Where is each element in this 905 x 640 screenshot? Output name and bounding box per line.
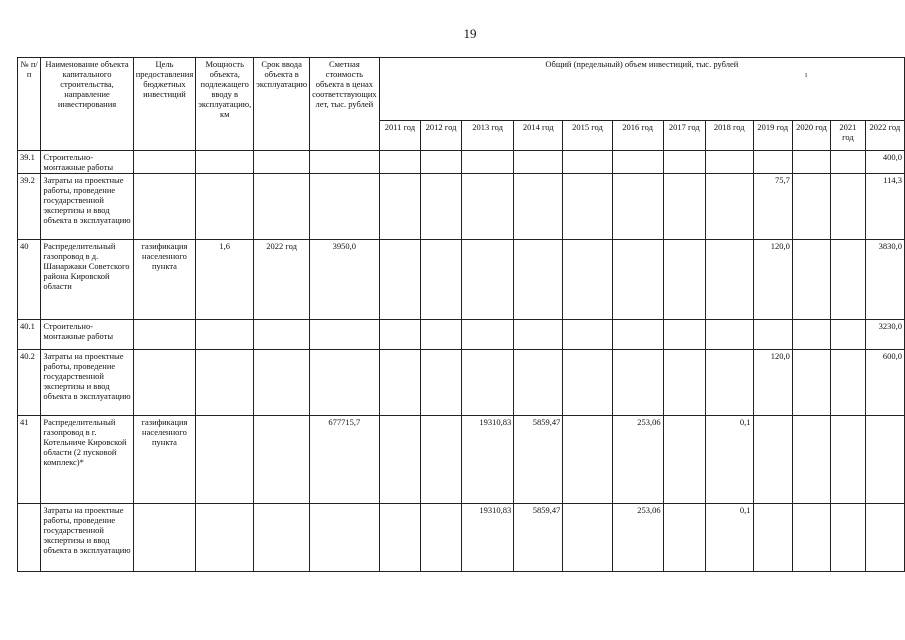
year-value [421, 151, 462, 174]
row-number: 41 [18, 416, 41, 504]
header-year: 2019 год [753, 121, 792, 151]
object-name: Строительно-монтажные работы [41, 151, 133, 174]
year-value [792, 320, 830, 350]
investment-purpose [133, 151, 196, 174]
object-name: Строительно-монтажные работы [41, 320, 133, 350]
investment-purpose [133, 174, 196, 240]
commissioning-term [254, 320, 310, 350]
year-value [421, 504, 462, 572]
year-value [706, 151, 754, 174]
year-value [792, 350, 830, 416]
row-number: 40.2 [18, 350, 41, 416]
capacity-value [196, 320, 254, 350]
commissioning-term [254, 174, 310, 240]
year-value [461, 350, 513, 416]
year-value [421, 240, 462, 320]
year-value [563, 504, 612, 572]
year-value [461, 240, 513, 320]
year-value: 400,0 [865, 151, 904, 174]
year-value [792, 151, 830, 174]
year-value: 253,06 [612, 416, 663, 504]
capacity-value [196, 174, 254, 240]
year-value [421, 416, 462, 504]
table-row [18, 350, 905, 416]
object-name: Затраты на проектные работы, проведение государственной экспертизы и ввод объекта в эксплуатацию [41, 504, 133, 572]
header-capacity: Мощность объекта, подлежащего вводу в эксплуатацию, км [196, 58, 254, 151]
estimated-cost [310, 174, 380, 240]
year-value [663, 174, 705, 240]
year-value: 19310,83 [461, 416, 513, 504]
year-value: 0,1 [706, 504, 754, 572]
investment-table [17, 57, 905, 572]
row-number [18, 504, 41, 572]
header-year: 2020 год [792, 121, 830, 151]
object-name: Затраты на проектные работы, проведение государственной экспертизы и ввод объекта в эксплуатацию [41, 350, 133, 416]
commissioning-term [254, 350, 310, 416]
year-value [792, 240, 830, 320]
object-name: Распределительный газопровод в г. Котельниче Кировской области (2 пусковой комплекс)* [41, 416, 133, 504]
capacity-value [196, 504, 254, 572]
year-value [514, 320, 563, 350]
header-year: 2012 год [421, 121, 462, 151]
year-value [379, 504, 421, 572]
year-value [612, 151, 663, 174]
year-value: 114,3 [865, 174, 904, 240]
year-value [831, 240, 866, 320]
year-value [563, 320, 612, 350]
year-value [831, 174, 866, 240]
year-value [379, 174, 421, 240]
year-value [612, 174, 663, 240]
header-cost: Сметная стоимость объекта в ценах соответствующих лет, тыс. рублей [310, 58, 380, 151]
header-year: 2021 год [831, 121, 866, 151]
year-value: 5859,47 [514, 504, 563, 572]
table-row [18, 416, 905, 504]
year-value [514, 240, 563, 320]
header-year: 2013 год [461, 121, 513, 151]
year-value [831, 320, 866, 350]
row-number: 39.2 [18, 174, 41, 240]
investment-purpose: газификация населенного пункта [133, 240, 196, 320]
header-year: 2014 год [514, 121, 563, 151]
year-value: 3230,0 [865, 320, 904, 350]
table-row [18, 320, 905, 350]
header-purpose: Цель предоставления бюджетных инвестиций [133, 58, 196, 151]
investment-purpose [133, 350, 196, 416]
year-value [792, 416, 830, 504]
header-year: 2018 год [706, 121, 754, 151]
year-value [706, 320, 754, 350]
header-year: 2015 год [563, 121, 612, 151]
year-value [753, 504, 792, 572]
year-value [379, 416, 421, 504]
year-value: 75,7 [753, 174, 792, 240]
row-number: 40.1 [18, 320, 41, 350]
header-year: 2017 год [663, 121, 705, 151]
estimated-cost: 3950,0 [310, 240, 380, 320]
year-value: 0,1 [706, 416, 754, 504]
year-value [421, 320, 462, 350]
year-value [753, 151, 792, 174]
commissioning-term [254, 151, 310, 174]
row-number: 40 [18, 240, 41, 320]
year-value [663, 320, 705, 350]
year-value [563, 174, 612, 240]
investment-purpose [133, 504, 196, 572]
year-value [379, 350, 421, 416]
year-value [461, 174, 513, 240]
commissioning-term: 2022 год [254, 240, 310, 320]
year-value [663, 240, 705, 320]
header-year: 2011 год [379, 121, 421, 151]
object-name: Распределительный газопровод в д. Шанаржаки Советского района Кировской области [41, 240, 133, 320]
year-value [663, 416, 705, 504]
page-number: 19 [463, 26, 477, 41]
year-value: 5859,47 [514, 416, 563, 504]
table-row [18, 240, 905, 320]
object-name: Затраты на проектные работы, проведение государственной экспертизы и ввод объекта в эксплуатацию [41, 174, 133, 240]
year-value [563, 240, 612, 320]
year-value [831, 416, 866, 504]
estimated-cost [310, 350, 380, 416]
capacity-value: 1,6 [196, 240, 254, 320]
year-value: 120,0 [753, 240, 792, 320]
investment-purpose: газификация населенного пункта [133, 416, 196, 504]
capacity-value [196, 416, 254, 504]
year-value [379, 240, 421, 320]
year-value [663, 151, 705, 174]
year-value [461, 151, 513, 174]
commissioning-term [254, 416, 310, 504]
year-value [753, 416, 792, 504]
table-row [18, 151, 905, 174]
estimated-cost [310, 320, 380, 350]
year-value [379, 151, 421, 174]
year-value: 253,06 [612, 504, 663, 572]
year-value [421, 174, 462, 240]
year-value [706, 350, 754, 416]
year-value [514, 151, 563, 174]
year-value [612, 320, 663, 350]
year-value [792, 174, 830, 240]
table-row [18, 504, 905, 572]
year-value [379, 320, 421, 350]
header-year: 2022 год [865, 121, 904, 151]
year-value [706, 174, 754, 240]
header-term: Срок ввода объекта в эксплуатацию [254, 58, 310, 151]
year-value [514, 174, 563, 240]
year-value [663, 350, 705, 416]
year-value [831, 504, 866, 572]
year-value [563, 416, 612, 504]
estimated-cost: 677715,7 [310, 416, 380, 504]
year-value [865, 504, 904, 572]
year-value [612, 350, 663, 416]
scan-mark: ı [805, 70, 808, 79]
year-value [612, 240, 663, 320]
year-value [461, 320, 513, 350]
year-value [831, 151, 866, 174]
table-row [18, 174, 905, 240]
year-value [865, 416, 904, 504]
investment-purpose [133, 320, 196, 350]
year-value [421, 350, 462, 416]
commissioning-term [254, 504, 310, 572]
estimated-cost [310, 151, 380, 174]
year-value: 600,0 [865, 350, 904, 416]
header-num: № п/п [18, 58, 41, 151]
row-number: 39.1 [18, 151, 41, 174]
header-year: 2016 год [612, 121, 663, 151]
year-value: 19310,83 [461, 504, 513, 572]
header-name: Наименование объекта капитального строительства, направление инвестирования [41, 58, 133, 151]
header-investment: Общий (предельный) объем инвестиций, тыс. рублей [379, 58, 904, 121]
year-value [514, 350, 563, 416]
year-value [663, 504, 705, 572]
year-value [563, 350, 612, 416]
year-value [563, 151, 612, 174]
year-value [792, 504, 830, 572]
year-value: 3830,0 [865, 240, 904, 320]
year-value [753, 320, 792, 350]
estimated-cost [310, 504, 380, 572]
year-value [706, 240, 754, 320]
capacity-value [196, 151, 254, 174]
year-value [831, 350, 866, 416]
capacity-value [196, 350, 254, 416]
year-value: 120,0 [753, 350, 792, 416]
